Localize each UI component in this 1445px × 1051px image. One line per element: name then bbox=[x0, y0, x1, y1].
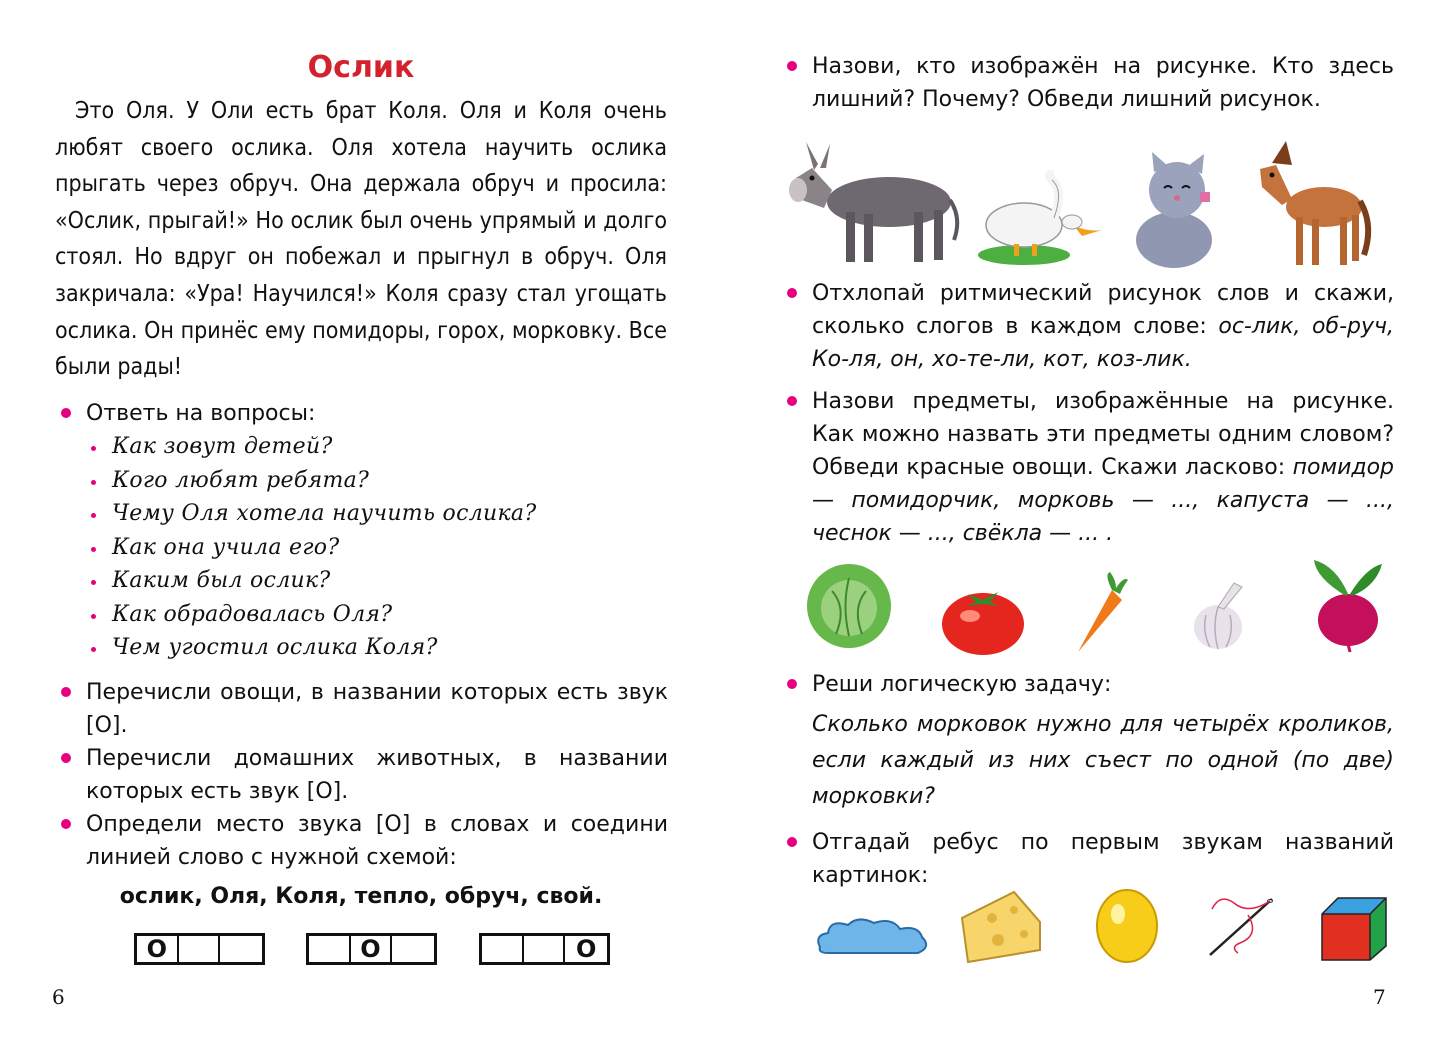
needle-picture[interactable] bbox=[1208, 895, 1276, 957]
scheme-cell: О bbox=[351, 936, 393, 962]
right-page bbox=[722, 0, 1445, 1051]
bullet-icon bbox=[61, 819, 71, 829]
task-syllables: Отхлопай ритмический рисунок слов и скажи, сколько слогов в каждом слове: ос-лик, об-руч, Ко-ля, он, хо-те-ли, кот, коз-лик. bbox=[812, 277, 1394, 376]
question-item: Чему Оля хотела научить ослика? bbox=[88, 497, 536, 531]
task-rebus: Отгадай ребус по первым звукам названий картинок: bbox=[812, 826, 1394, 892]
garlic-picture[interactable] bbox=[1184, 577, 1254, 652]
question-item: Чем угостил ослика Коля? bbox=[88, 631, 536, 665]
question-item: Каким был ослик? bbox=[88, 564, 536, 598]
task-name-objects: Назови предметы, изображённые на рисунке. Как можно назвать эти предметы одним словом? Обведи красные овощи. Скажи ласково: помидор— помидорчик, морковь — ..., капуста — ..., чеснок — ..., свёкла — ... . bbox=[812, 385, 1394, 550]
bullet-icon bbox=[61, 687, 71, 697]
scheme-cell bbox=[392, 936, 434, 962]
cat-picture[interactable] bbox=[1122, 152, 1232, 272]
carrot-picture[interactable] bbox=[1070, 572, 1130, 657]
scheme-cell: О bbox=[137, 936, 179, 962]
beet-picture[interactable] bbox=[1306, 558, 1386, 653]
task-animals-sound: Перечисли домашних животных, в названии которых есть звук [О]. bbox=[86, 742, 668, 808]
cheese-picture[interactable] bbox=[958, 888, 1044, 966]
story-title: Ослик bbox=[307, 50, 415, 85]
lemon-picture[interactable] bbox=[1094, 884, 1160, 964]
question-item: Как зовут детей? bbox=[88, 430, 536, 464]
cabbage-picture[interactable] bbox=[802, 556, 897, 651]
task-logic: Реши логическую задачу: bbox=[812, 668, 1394, 701]
donkey-picture[interactable] bbox=[784, 140, 964, 270]
task-vegetables-sound: Перечисли овощи, в названии которых есть звук [О]. bbox=[86, 676, 668, 742]
goose-picture[interactable] bbox=[974, 170, 1114, 270]
cloud-picture[interactable] bbox=[814, 915, 932, 960]
page-number: 6 bbox=[52, 985, 65, 1009]
bullet-icon bbox=[61, 753, 71, 763]
sound-scheme-2[interactable] bbox=[306, 933, 437, 965]
question-list bbox=[88, 430, 536, 665]
scheme-cell bbox=[309, 936, 351, 962]
cube-picture[interactable] bbox=[1320, 896, 1388, 962]
bullet-icon bbox=[787, 837, 797, 847]
word-list: ослик, Оля, Коля, тепло, обруч, свой. bbox=[119, 884, 603, 909]
story-text: Это Оля. У Оли есть брат Коля. Оля и Коля очень любят своего ослика. Оля хотела научить ослика прыгать через обруч. Она держала обруч и просила: «Ослик, прыгай!» Но ослик был очень упрямый и долго стоял. Но вдруг он побежал и прыгнул в обруч. Оля закричала: «Ура! Научился!» Коля сразу стал угощать ослика. Он принёс ему помидоры, горох, морковку. Все были рады! bbox=[55, 98, 667, 381]
scheme-cell bbox=[482, 936, 524, 962]
task-odd-one-out: Назови, кто изображён на рисунке. Кто здесь лишний? Почему? Обведи лишний рисунок. bbox=[812, 50, 1394, 116]
bullet-icon bbox=[787, 396, 797, 406]
tomato-picture[interactable] bbox=[938, 582, 1028, 657]
logic-problem: Сколько морковок нужно для четырёх кроликов, если каждый из них съест по одной (по две) морковки? bbox=[812, 712, 1394, 809]
bullet-icon bbox=[787, 679, 797, 689]
scheme-cell bbox=[220, 936, 262, 962]
sound-scheme-1[interactable] bbox=[134, 933, 265, 965]
question-item: Как обрадовалась Оля? bbox=[88, 598, 536, 632]
task-answer-questions: Ответь на вопросы: bbox=[86, 397, 666, 430]
sound-scheme-3[interactable] bbox=[479, 933, 610, 965]
page-number: 7 bbox=[1373, 985, 1386, 1009]
scheme-cell: О bbox=[575, 935, 597, 963]
question-item: Как она учила его? bbox=[88, 531, 536, 565]
bullet-icon bbox=[61, 408, 71, 418]
scheme-cell bbox=[524, 936, 566, 962]
scheme-cell bbox=[179, 936, 221, 962]
bullet-icon bbox=[787, 288, 797, 298]
bullet-icon bbox=[787, 61, 797, 71]
left-page bbox=[0, 0, 720, 1051]
task-sound-position: Определи место звука [О] в словах и соедини линией слово с нужной схемой: bbox=[86, 808, 668, 874]
horse-picture[interactable] bbox=[1252, 135, 1372, 270]
question-item: Кого любят ребята? bbox=[88, 464, 536, 498]
